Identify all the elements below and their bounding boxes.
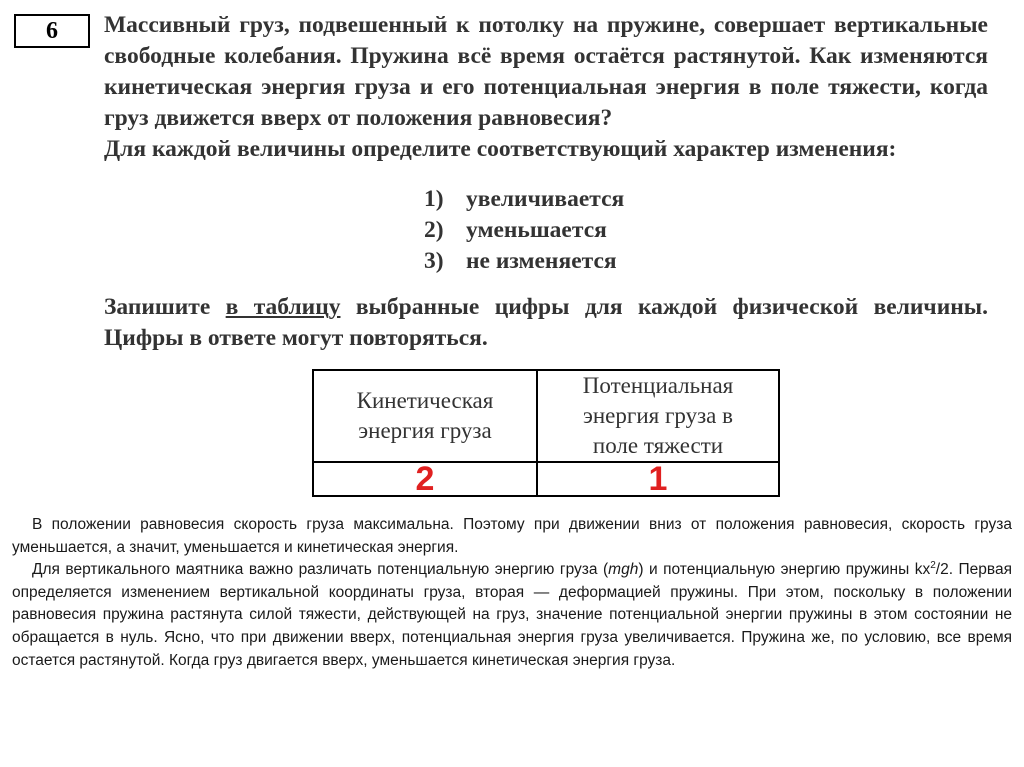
option-number: 2)	[424, 217, 444, 243]
explanation-sup: 2	[930, 560, 936, 572]
question-prompt: Для каждой величины определите соответствующий характер изменения:	[104, 136, 897, 162]
answer-potential-energy: 1	[537, 462, 779, 496]
question-number-box	[14, 14, 90, 48]
option-3	[424, 246, 624, 277]
explanation-paragraph-1: В положении равновесия скорость груза максимальна. Поэтому при движении вниз от положения равновесия, скорость груза уменьшается, а значит, уменьшается и кинетическая энергия.	[12, 516, 1012, 556]
explanation-mgh: mgh	[608, 561, 639, 579]
option-label: уменьшается	[466, 217, 607, 243]
instruction-before: Запишите	[104, 294, 226, 320]
explanation-p2-a: Для вертикального маятника важно различать потенциальную энергию груза (	[32, 561, 609, 579]
option-number: 1)	[424, 186, 444, 212]
question-text: Массивный груз, подвешенный к потолку на пружине, совершает вертикальные свободные колебания. Пружина всё время остаётся растянутой. Как изменяются кинетическая энергия груза и его потенциальная энергия в поле тяжести, когда груз движется вверх от положения равновесия?	[104, 12, 988, 131]
header-potential-energy-text: Потенциальная энергия груза в поле тяжести	[582, 373, 734, 458]
explanation-p2-c: /2. Первая определяется изменением вертикальной координаты груза, вторая — деформацией пружины. При этом, поскольку в положении равновесия пружина растянута силой тяжести, действующей на груз, значение потенциальной энергии пружины в этом состоянии не обращается в нуль. Ясно, что при движении вверх, потенциальная энергия груза увеличивается. Пружина же, по условию, все время остается растянутой. Когда груз двигается вверх, уменьшается кинетическая энергия груза.	[12, 561, 1012, 669]
explanation-p2-b: ) и потенциальную энергию пружины kx	[638, 561, 931, 579]
answer-table	[312, 369, 780, 497]
header-potential-energy	[537, 370, 779, 462]
answer-options-list	[424, 184, 624, 277]
option-2	[424, 215, 624, 246]
header-kinetic-energy-text: Кинетическая энергия груза	[356, 388, 494, 443]
explanation-block	[12, 514, 1012, 672]
answer-table-header-row	[313, 370, 779, 462]
question-number: 6	[46, 17, 58, 44]
answer-kinetic-energy: 2	[313, 462, 537, 496]
instruction-text	[104, 292, 988, 354]
option-label: увеличивается	[466, 186, 625, 212]
instruction-after: выбранные цифры для каждой физической величины. Цифры в ответе могут повторяться.	[104, 294, 988, 351]
header-kinetic-energy	[313, 370, 537, 462]
answer-table-answer-row	[313, 462, 779, 496]
option-label: не изменяется	[466, 248, 617, 274]
instruction-block	[104, 292, 988, 354]
option-number: 3)	[424, 248, 444, 274]
option-1	[424, 184, 624, 215]
explanation-paragraph-2	[12, 559, 1012, 672]
question-text-block	[104, 10, 988, 165]
instruction-underlined: в таблицу	[225, 294, 341, 320]
